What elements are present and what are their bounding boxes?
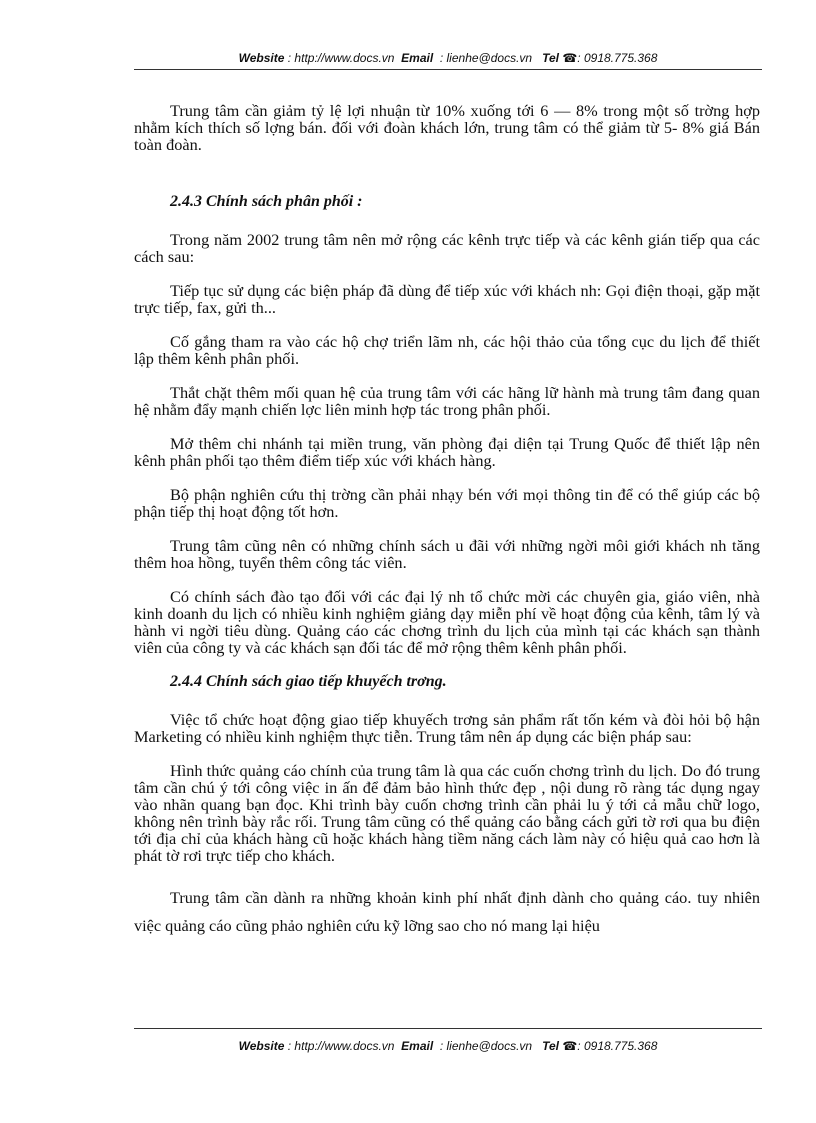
paragraph-10: Việc tổ chức hoạt động giao tiếp khuyếch trơng sản phẩm rất tốn kém và đòi hỏi bộ hận Marketing có nhiều kinh nghiệm thực tiễn. Trung tâm nên áp dụng các biện pháp sau: [134, 710, 760, 746]
page-header [134, 51, 762, 65]
tel-value: : 0918.775.368 [577, 51, 658, 65]
phone-icon: ☎ [562, 51, 578, 65]
paragraph-12: Trung tâm cần dành ra những khoản kinh phí nhất định dành cho quảng cáo. tuy nhiên việc quảng cáo cũng phảo nghiên cứu kỹ lỡng sao cho nó mang lại hiệu [134, 888, 760, 935]
footer-email-value: : lienhe@docs.vn [439, 1039, 533, 1053]
paragraph-3: Tiếp tục sử dụng các biện pháp đã dùng để tiếp xúc với khách nh: Gọi điện thoại, gặp mặt trực tiếp, fax, gửi th... [134, 281, 760, 317]
footer-website-value: : http://www.docs.vn [287, 1039, 395, 1053]
footer-email-label: Email [401, 1039, 434, 1053]
footer-website-label: Website [238, 1039, 285, 1053]
paragraph-4: Cố gắng tham ra vào các hộ chợ triển lãm nh, các hội thảo của tổng cục du lịch để thiết lập thêm kênh phân phối. [134, 332, 760, 368]
paragraph-1: Trung tâm cần giảm tỷ lệ lợi nhuận từ 10% xuống tới 6 — 8% trong một số trờng hợp nhằm kích thích số lợng bán. đối với đoàn khách lớn, trung tâm có thể giảm từ 5- 8% giá Bán toàn đoàn. [134, 101, 760, 154]
tel-label: Tel [542, 51, 559, 65]
page-footer [134, 1039, 762, 1053]
section-heading-2-4-4: 2.4.4 Chính sách giao tiếp khuyếch trơng. [170, 673, 447, 690]
paragraph-7: Bộ phận nghiên cứu thị trờng cần phải nhạy bén với mọi thông tin để có thể giúp các bộ phận tiếp thị hoạt động tốt hơn. [134, 485, 760, 521]
footer-phone-icon: ☎ [562, 1039, 578, 1053]
paragraph-11: Hình thức quảng cáo chính của trung tâm là qua các cuốn chơng trình du lịch. Do đó trung tâm cần chú ý tới công việc in ấn để đảm bảo hình thức đẹp , nội dung rõ ràng tác dụng ngay vào nhãn quang bạn đọc. Khi trình bày cuốn chơng trình cần phải lu ý tới cả mẫu chữ logo, không nên trình bày rắc rối. Trung tâm cũng có thể quảng cáo bằng cách gửi tờ rơi qua bu điện tới địa chỉ của khách hàng cũ hoặc khách hàng tiềm năng cách làm này có hiệu quả cao hơn là phát tờ rơi trực tiếp cho khách. [134, 761, 760, 865]
website-value: : http://www.docs.vn [287, 51, 395, 65]
website-label: Website [238, 51, 285, 65]
footer-tel-label: Tel [542, 1039, 559, 1053]
footer-tel-value: : 0918.775.368 [577, 1039, 658, 1053]
section-heading-2-4-3: 2.4.3 Chính sách phân phối : [170, 193, 363, 210]
paragraph-6: Mở thêm chi nhánh tại miền trung, văn phòng đại diện tại Trung Quốc để thiết lập nên kênh phân phối tạo thêm điểm tiếp xúc với khách hàng. [134, 434, 760, 470]
paragraph-5: Thắt chặt thêm mối quan hệ của trung tâm với các hãng lữ hành mà trung tâm đang quan hệ nhằm đẩy mạnh chiến lợc liên minh hợp tác trong phân phối. [134, 383, 760, 419]
paragraph-8: Trung tâm cũng nên có những chính sách u đãi với những ngời môi giới khách nh tăng thêm hoa hồng, tuyển thêm công tác viên. [134, 536, 760, 572]
footer-divider [134, 1028, 762, 1029]
email-value: : lienhe@docs.vn [439, 51, 533, 65]
paragraph-2: Trong năm 2002 trung tâm nên mở rộng các kênh trực tiếp và các kênh gián tiếp qua các cách sau: [134, 230, 760, 266]
page-body [134, 102, 760, 940]
header-divider [134, 69, 762, 70]
email-label: Email [401, 51, 434, 65]
paragraph-9: Có chính sách đào tạo đối với các đại lý nh tổ chức mời các chuyên gia, giáo viên, nhà kinh doanh du lịch có nhiều kinh nghiệm giảng dạy miễn phí về hoạt động của kênh, tâm lý và hành vi ngời tiêu dùng. Quảng cáo các chơng trình du lịch của mình tại các khách sạn thành viên của công ty và các khách sạn đối tác để mở rộng thêm kênh phân phối. [134, 587, 760, 657]
